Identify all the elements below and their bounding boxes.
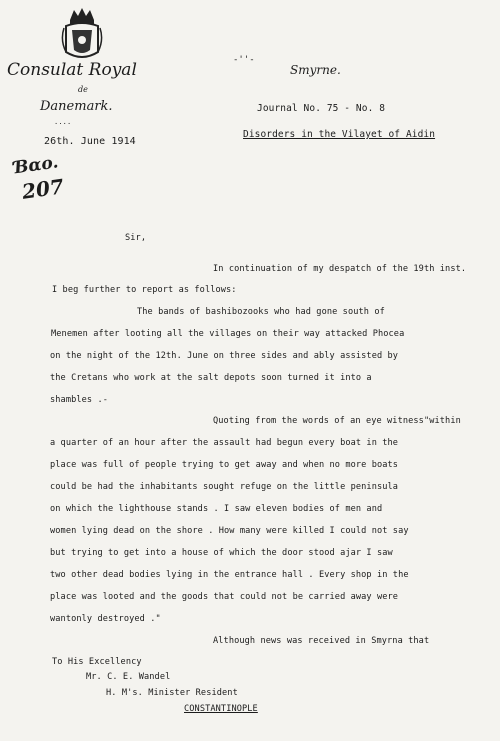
- body-line: The bands of bashibozooks who had gone south of: [137, 307, 385, 317]
- body-line: a quarter of an hour after the assault had begun every boat in the: [50, 438, 399, 448]
- subject-line: Disorders in the Vilayet of Aidin: [243, 129, 436, 140]
- body-line: Quoting from the words of an eye witness"within: [213, 416, 461, 426]
- place-name: Smyrne.: [290, 63, 341, 77]
- annotation-number: 207: [20, 174, 66, 204]
- body-line: place was looted and the goods that could not be carried away were: [50, 592, 399, 602]
- annotation-top: Ɓαo.: [12, 152, 60, 179]
- letterhead-country: Danemark.: [40, 99, 113, 114]
- letterhead-dots: ....: [54, 118, 72, 126]
- body-line: In continuation of my despatch of the 19th inst.: [213, 264, 467, 274]
- addressee-name: Mr. C. E. Wandel: [86, 672, 171, 682]
- journal-number: Journal No. 75 - No. 8: [257, 103, 386, 114]
- body-line: on the night of the 12th. June on three sides and ably assisted by: [50, 351, 399, 361]
- body-line: on which the lighthouse stands . I saw eleven bodies of men and: [50, 504, 383, 514]
- royal-crest-icon: [60, 6, 104, 62]
- dash-mark: -''-: [233, 55, 255, 65]
- body-line: but trying to get into a house of which the door stood ajar I saw: [50, 548, 393, 558]
- body-line: women lying dead on the shore . How many were killed I could not say: [50, 526, 409, 536]
- addressee-position: H. M's. Minister Resident: [106, 688, 238, 698]
- body-line: Menemen after looting all the villages on their way attacked Phocea: [51, 329, 405, 339]
- body-line: I beg further to report as follows:: [52, 285, 237, 295]
- body-line: wantonly destroyed .": [50, 614, 161, 624]
- salutation: Sir,: [125, 233, 147, 243]
- body-line: the Cretans who work at the salt depots soon turned it into a: [50, 373, 372, 383]
- letterhead-consulate: Consulat Royal: [7, 60, 137, 80]
- addressee-title: To His Excellency: [52, 657, 142, 667]
- letterhead-de: de: [78, 85, 88, 94]
- body-line: shambles .-: [50, 395, 109, 405]
- handwritten-annotation: [12, 152, 66, 204]
- letter-date: 26th. June 1914: [44, 136, 136, 147]
- addressee-city: CONSTANTINOPLE: [184, 704, 258, 714]
- body-line: could be had the inhabitants sought refuge on the little peninsula: [50, 482, 399, 492]
- body-line: Although news was received in Smyrna that: [213, 636, 430, 646]
- body-line: place was full of people trying to get away and when no more boats: [50, 460, 399, 470]
- body-line: two other dead bodies lying in the entrance hall . Every shop in the: [50, 570, 409, 580]
